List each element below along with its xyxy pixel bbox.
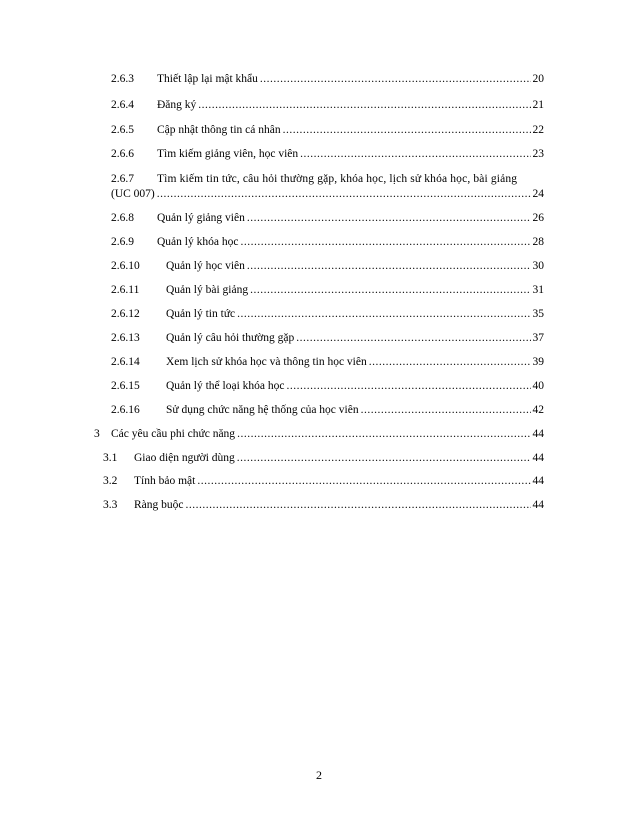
toc-entry[interactable] bbox=[111, 356, 544, 368]
toc-number: 2.6.8 bbox=[111, 212, 134, 224]
toc-entry[interactable] bbox=[111, 148, 544, 160]
toc-page: 44 bbox=[532, 452, 544, 464]
toc-page: 44 bbox=[532, 499, 544, 511]
toc-leader bbox=[283, 124, 531, 136]
toc-page: 26 bbox=[532, 212, 544, 224]
toc-title: Tìm kiếm tin tức, câu hỏi thường gặp, khóa học, lịch sử khóa học, bài giảng bbox=[157, 173, 518, 185]
toc-entry[interactable] bbox=[111, 73, 544, 85]
toc-entry[interactable] bbox=[111, 380, 544, 392]
toc-entry[interactable] bbox=[111, 99, 544, 111]
toc-page: 42 bbox=[532, 404, 544, 416]
toc-title: Ràng buộc bbox=[134, 499, 184, 511]
toc-page: 20 bbox=[532, 73, 544, 85]
toc-page: 22 bbox=[532, 124, 544, 136]
page-number: 2 bbox=[316, 768, 322, 782]
toc-entry[interactable] bbox=[111, 404, 544, 416]
toc-entry[interactable] bbox=[111, 260, 544, 272]
toc-leader bbox=[300, 148, 530, 160]
toc-title: Quản lý tin tức bbox=[166, 308, 236, 320]
toc-title: Các yêu cầu phi chức năng bbox=[111, 428, 236, 440]
toc-leader bbox=[260, 73, 531, 85]
toc-number: 2.6.11 bbox=[111, 284, 140, 296]
toc-entry[interactable] bbox=[111, 332, 544, 344]
toc-leader bbox=[186, 499, 531, 511]
toc-entry[interactable] bbox=[111, 308, 544, 320]
toc-page: 44 bbox=[532, 428, 544, 440]
toc-number: 2.6.14 bbox=[111, 356, 140, 368]
toc-number: 2.6.7 bbox=[111, 173, 134, 185]
toc-number: 2.6.9 bbox=[111, 236, 134, 248]
toc-entry-line2[interactable] bbox=[111, 188, 544, 200]
toc-number: 2.6.12 bbox=[111, 308, 140, 320]
toc-number: 2.6.16 bbox=[111, 404, 140, 416]
toc-entry[interactable] bbox=[111, 124, 544, 136]
toc-leader bbox=[197, 475, 530, 487]
toc-title: Quản lý học viên bbox=[166, 260, 245, 272]
toc-leader bbox=[237, 428, 530, 440]
toc-entry[interactable] bbox=[103, 475, 544, 487]
toc-entry[interactable] bbox=[111, 236, 544, 248]
toc-title: Quản lý khóa học bbox=[157, 236, 239, 248]
toc-leader bbox=[198, 99, 530, 111]
toc-title: Quản lý bài giảng bbox=[166, 284, 249, 296]
toc-leader bbox=[157, 188, 531, 200]
toc-title: Sử dụng chức năng hệ thống của học viên bbox=[166, 404, 359, 416]
toc-number: 2.6.10 bbox=[111, 260, 140, 272]
toc-entry-line1[interactable] bbox=[111, 173, 544, 185]
toc-title: Quản lý câu hỏi thường gặp bbox=[166, 332, 295, 344]
toc-page: 44 bbox=[532, 475, 544, 487]
toc-page: 39 bbox=[532, 356, 544, 368]
toc-title-continued: (UC 007) bbox=[111, 188, 155, 200]
toc-page: 30 bbox=[532, 260, 544, 272]
toc-leader bbox=[250, 284, 530, 296]
toc-number: 2.6.5 bbox=[111, 124, 134, 136]
toc-title: Quản lý giảng viên bbox=[157, 212, 245, 224]
toc-title: Giao diện người dùng bbox=[134, 452, 235, 464]
toc-entry-chapter[interactable] bbox=[94, 428, 544, 440]
toc-number: 2.6.6 bbox=[111, 148, 134, 160]
toc-leader bbox=[237, 452, 531, 464]
toc-title: Thiết lập lại mật khẩu bbox=[157, 73, 258, 85]
toc-page: 28 bbox=[532, 236, 544, 248]
toc-leader bbox=[286, 380, 530, 392]
toc-page: 40 bbox=[532, 380, 544, 392]
toc-entry[interactable] bbox=[103, 499, 544, 511]
toc-page: 21 bbox=[532, 99, 544, 111]
toc-title: Cập nhật thông tin cá nhân bbox=[157, 124, 281, 136]
toc-leader bbox=[369, 356, 531, 368]
toc-number: 3.3 bbox=[103, 499, 118, 511]
toc-number: 3.1 bbox=[103, 452, 118, 464]
toc-entry[interactable] bbox=[111, 284, 544, 296]
toc-entry[interactable] bbox=[111, 212, 544, 224]
toc-number: 2.6.4 bbox=[111, 99, 134, 111]
toc-leader bbox=[240, 236, 530, 248]
toc-leader bbox=[237, 308, 530, 320]
toc-title: Đăng ký bbox=[157, 99, 197, 111]
toc-number: 3.2 bbox=[103, 475, 118, 487]
toc-page: 31 bbox=[532, 284, 544, 296]
toc-number: 2.6.13 bbox=[111, 332, 140, 344]
toc-page: 35 bbox=[532, 308, 544, 320]
toc-entry[interactable] bbox=[103, 452, 544, 464]
toc-leader bbox=[247, 260, 531, 272]
toc-leader bbox=[247, 212, 531, 224]
toc-number: 2.6.3 bbox=[111, 73, 134, 85]
toc-page: 37 bbox=[532, 332, 544, 344]
toc-title: Quản lý thể loại khóa học bbox=[166, 380, 285, 392]
toc-page: 23 bbox=[532, 148, 544, 160]
toc-number: 3 bbox=[94, 428, 100, 440]
toc-title: Xem lịch sử khóa học và thông tin học viên bbox=[166, 356, 367, 368]
toc-title: Tìm kiếm giảng viên, học viên bbox=[157, 148, 299, 160]
toc-leader bbox=[361, 404, 531, 416]
toc-leader bbox=[296, 332, 530, 344]
toc-number: 2.6.15 bbox=[111, 380, 140, 392]
toc-page: 24 bbox=[532, 188, 544, 200]
toc-title: Tính bảo mật bbox=[134, 475, 196, 487]
